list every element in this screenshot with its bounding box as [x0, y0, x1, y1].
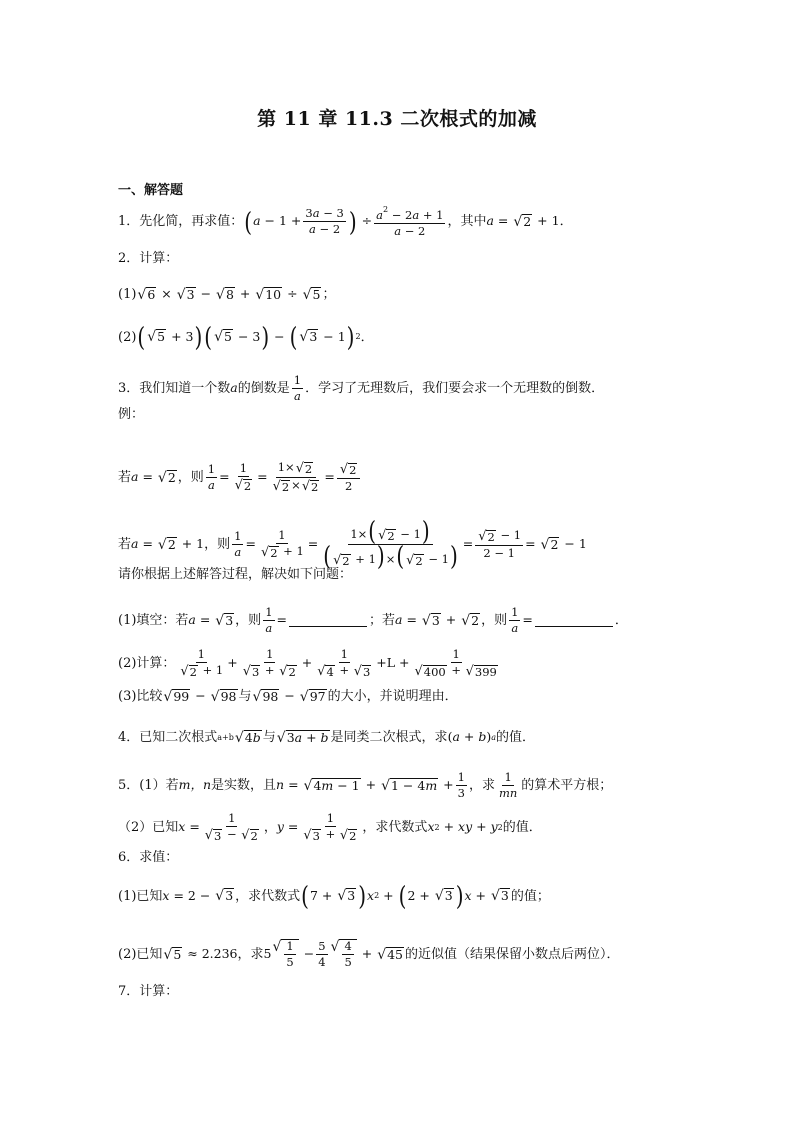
question-5-lead: （2）已知 [118, 820, 179, 836]
example-if: 若 [118, 470, 132, 486]
part-label: (3)比较 [118, 689, 163, 705]
part-mid: ，求 [237, 946, 264, 962]
example-then: ，则 [177, 470, 204, 486]
question-5-mid: 是实数，且 [211, 778, 277, 794]
example-then: ，则 [481, 613, 508, 629]
question-3-part-1: (1)填空：若 a = √ 3 ，则 $\frac{1}{a}$ = ；若 a = √ 3 + √ 2 ，则 $\frac{1}{a}$ = ． [118, 605, 628, 636]
question-1 [118, 205, 573, 238]
question-5-lead: 5．(1）若 [118, 778, 179, 794]
question-1-mid: ，其中 [447, 214, 487, 230]
example-if: 若 [118, 537, 132, 553]
question-5-mid2: ，求代数式 [362, 820, 428, 836]
part-tail: 的大小，并说明理由． [327, 689, 458, 705]
q1-condition: a = √ 2 + 1 [486, 213, 560, 231]
q2-1-expression: √ 6 × √ 3 − √ 8 + √ 10 ÷ √ 5 [137, 286, 321, 303]
q2-2-expression: ( √ 5 + 3 ) ( √ 5 − 3 ) − ( √ 3 − 1 ) 2 [137, 321, 361, 353]
variables: m，n [178, 777, 212, 793]
example-then: ，则 [204, 537, 231, 553]
question-2: 2．计算： [118, 251, 179, 266]
question-4-lead: 4．已知二次根式 [118, 730, 218, 746]
part-tail: 的值； [510, 888, 550, 904]
part-tail: ； [322, 287, 336, 303]
question-7: 7．计算： [118, 984, 179, 999]
question-5-mid2: ，求 [468, 778, 495, 794]
part-label: (1)填空：若 [118, 613, 189, 629]
part-label: (1)已知 [118, 888, 163, 904]
question-2-part-2 [118, 321, 374, 353]
example-2: 若 a = √ 2 + 1 ，则 $\frac{1}{a}$ = 1 √ 2 + 1 = 1×( √ 2 − 1) ( √ 2 + 1)×( √ 2 − 1) = √ 2 − 1 2 − 1 = √ 2 − 1 [118, 515, 587, 572]
instruction: 请你根据上述解答过程，解决如下问题： [118, 567, 353, 582]
question-3-lead2: 的倒数是 [237, 381, 290, 397]
question-5-part-1: 5．(1）若 m，n 是实数，且 n = √ 4m − 1 + √ 1 − 4m + $\frac{1}{3}$ ，求 $\frac{1}{mn}$ 的算术平方根； [118, 770, 613, 801]
part-label: (2)计算： [118, 656, 176, 672]
example-then: ，则 [235, 613, 262, 629]
question-2-part-1 [118, 287, 335, 302]
q1-expression: ( a − 1 + $\frac{3a - 3}{a - 2}$ ) ÷ $\frac{a^2 - 2a + 1}{a - 2}$ [244, 205, 444, 239]
question-1-lead: 1．先化简，再求值： [118, 214, 244, 230]
part-label: (2) [118, 329, 137, 345]
question-3: 3．我们知道一个数 a 的倒数是 $\frac{1}{a}$ ．学习了无理数后，我们要会求一个无理数的倒数． [118, 373, 605, 404]
part-tail: 的近似值（结果保留小数点后两位）． [405, 946, 620, 962]
question-5-tail: 的算术平方根； [521, 778, 613, 794]
part-label: (1) [118, 287, 137, 303]
page-title: 第 11 章 11.3 二次根式的加减 [257, 108, 537, 130]
question-4-tail: 的值． [496, 730, 536, 746]
part-mid: ，求代数式 [235, 888, 301, 904]
question-5-tail: 的值． [502, 820, 542, 836]
part-tail: ． [360, 329, 374, 345]
question-3-part-2: (2)计算： 1 √ 2 + 1 + 1 √ 3 + √ 2 + 1 √ 4 + √ 3 +L + 1 √ 400 + √ 399 [118, 647, 497, 680]
question-5-mid: ， [263, 820, 277, 836]
question-5-part-2: （2）已知 x = 1 √ 3 − √ 2 ， y = 1 √ 3 + √ 2 ，求代数式 x 2 + xy + y 2 的值． [118, 811, 542, 844]
question-3-lead3: ．学习了无理数后，我们要会求一个无理数的倒数． [305, 381, 605, 397]
question-4: 4．已知二次根式 a+b √ 4b 与 √ 3a + b 是同类二次根式，求 ( a + b ) a 的值． [118, 729, 536, 746]
part-label: (2)已知 [118, 946, 163, 962]
part-tail: ． [614, 613, 628, 629]
question-4-mid: 与 [262, 730, 276, 746]
question-3-part-3: (3)比较 √ 99 − √ 98 与 √ 98 − √ 97 的大小，并说明理由． [118, 688, 458, 705]
answer-blank[interactable] [535, 614, 613, 627]
question-6-part-2: (2)已知 √ 5 ≈ 2.236 ，求 5 √ $\frac{1}{5}$ − $\frac{5}{4}$ √ $\frac{4}{5}$ + √ 45 的近似值（结果保留小数点后两位）． [118, 938, 620, 970]
ellipsis: +L + [376, 655, 410, 671]
part-mid: 与 [238, 689, 252, 705]
question-6-part-1: (1)已知 x = 2 − √ 3 ，求代数式 ( 7 + √ 3 ) x 2 + ( 2 + √ 3 ) x + √ 3 的值； [118, 880, 550, 912]
question-6: 6．求值： [118, 850, 179, 865]
example-label: 例： [118, 407, 145, 422]
question-1-tail: ． [559, 214, 573, 230]
example-1: 若 a = √ 2 ，则 $\frac{1}{a}$ = 1 √ 2 = 1× √ 2 √ 2 × √ 2 = √ 2 2 [118, 461, 362, 494]
answer-blank[interactable] [289, 614, 367, 627]
question-3-lead: 3．我们知道一个数 [118, 381, 231, 397]
question-4-mid2: 是同类二次根式，求 [330, 730, 448, 746]
section-heading: 一、解答题 [118, 183, 184, 198]
part-sep: ；若 [369, 613, 396, 629]
